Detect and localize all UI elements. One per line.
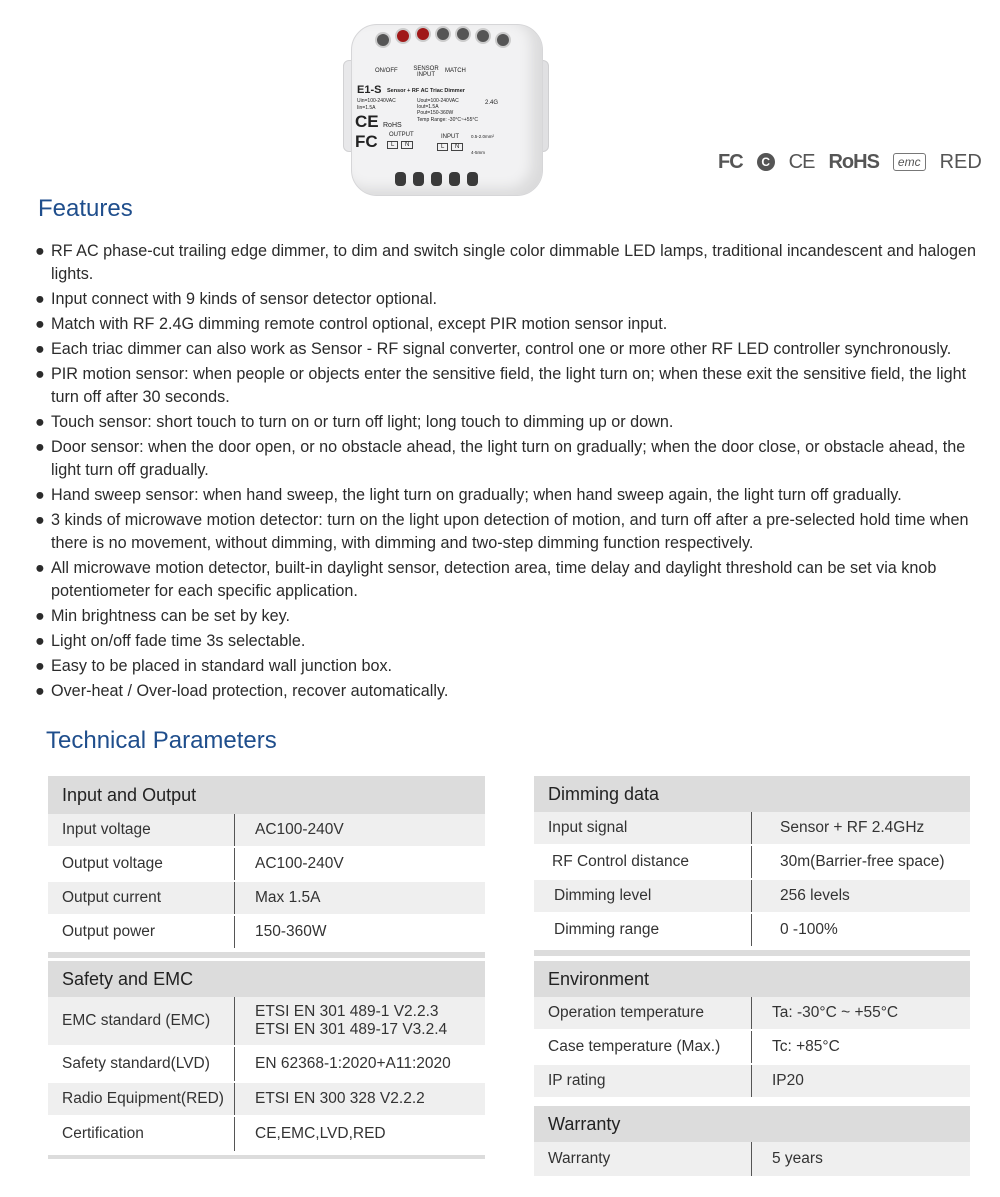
feature-item [35, 363, 995, 409]
features-heading: Features [38, 195, 133, 222]
label-sensor-input: SENSOR INPUT [413, 66, 439, 78]
fc-logo: FC [718, 150, 743, 173]
bullet-icon: ● [35, 290, 45, 308]
table-header: Safety and EMC [48, 961, 485, 997]
wire-spec: 0.5-2.0mm² [471, 134, 495, 139]
terminal-screw [413, 172, 424, 186]
spec-pout: Pout=150-360W [417, 110, 454, 116]
spec-uout: Uout=100-240VAC [417, 98, 459, 104]
feature-item [35, 288, 995, 311]
table-header: Environment [534, 961, 970, 997]
emc-logo: emc [893, 153, 926, 171]
certification-marks [718, 150, 982, 174]
bullet-icon: ● [35, 607, 45, 625]
feature-text: Touch sensor: short touch to turn on or turn off light; long touch to dimming up or down. [51, 413, 674, 431]
param-value-line: ETSI EN 301 489-17 V3.2.4 [255, 1021, 448, 1038]
table-row [534, 1142, 970, 1178]
feature-item [35, 484, 995, 507]
param-value: 0 -100% [780, 921, 838, 938]
divider [48, 1153, 485, 1159]
param-value: Sensor + RF 2.4GHz [780, 819, 925, 836]
param-value: Ta: -30°C ~ +55°C [772, 1004, 899, 1021]
param-value-line: ETSI EN 301 489-1 V2.2.3 [255, 1003, 439, 1020]
param-name: Radio Equipment(RED) [48, 1083, 235, 1115]
terminal-screw [449, 172, 460, 186]
terminal-screw [467, 172, 478, 186]
table-row [534, 1031, 970, 1065]
feature-text: Match with RF 2.4G dimming remote control optional, except PIR motion sensor input. [51, 315, 668, 333]
ce-logo: CE [788, 150, 815, 173]
param-value [235, 1003, 447, 1039]
bullet-icon: ● [35, 559, 45, 577]
param-name: Output current [48, 882, 235, 914]
param-value: AC100-240V [255, 821, 344, 838]
param-name: Warranty [534, 1142, 752, 1176]
spec-iin: Iin=1.5A [357, 105, 376, 111]
feature-item [35, 313, 995, 336]
bullet-icon: ● [35, 365, 45, 383]
table-row [534, 1065, 970, 1099]
terminal-l: L [387, 141, 398, 149]
bullet-icon: ● [35, 486, 45, 504]
rohs-mark: RoHS [383, 122, 402, 129]
bullet-icon: ● [35, 413, 45, 431]
param-name: Operation temperature [534, 997, 752, 1029]
feature-item [35, 680, 995, 703]
table-row [48, 882, 485, 916]
table-row [534, 914, 970, 948]
feature-text: Each triac dimmer can also work as Sensor - RF signal converter, control one or more other RF LED controller synchronously. [51, 340, 952, 358]
feature-item [35, 240, 995, 286]
feature-item [35, 605, 995, 628]
divider [534, 948, 970, 956]
param-name: Dimming range [534, 914, 752, 946]
terminal-screw [475, 28, 491, 44]
feature-text: Min brightness can be set by key. [51, 607, 291, 625]
terminal-n: N [451, 143, 463, 151]
table-row [48, 1117, 485, 1153]
param-value: 5 years [772, 1150, 823, 1167]
terminal-screw [375, 32, 391, 48]
terminal-screw [431, 172, 442, 186]
param-value: CE,EMC,LVD,RED [255, 1125, 386, 1142]
label-output: OUTPUT [389, 132, 414, 138]
param-name: Output voltage [48, 848, 235, 880]
param-value: Tc: +85°C [772, 1038, 840, 1055]
feature-item [35, 509, 995, 555]
dimming-data-table [534, 776, 970, 956]
table-row [534, 880, 970, 914]
table-row [48, 997, 485, 1047]
bullet-icon: ● [35, 438, 45, 456]
label-input: INPUT [441, 134, 459, 140]
feature-item [35, 338, 995, 361]
param-name: IP rating [534, 1065, 752, 1097]
ce-mark: CE [355, 112, 379, 131]
param-value: AC100-240V [255, 855, 344, 872]
feature-item [35, 655, 995, 678]
label-match: MATCH [445, 68, 466, 74]
param-name: RF Control distance [534, 846, 752, 878]
table-row [48, 814, 485, 848]
terminal-screw [435, 26, 451, 42]
spec-uin: Uin=100-240VAC [357, 98, 396, 104]
param-name: Input signal [534, 812, 752, 844]
feature-item [35, 411, 995, 434]
feature-text: All microwave motion detector, built-in daylight sensor, detection area, time delay and daylight threshold can be set via knob potentiometer for each specific application. [51, 559, 937, 600]
param-name: Certification [48, 1117, 235, 1151]
rf-label: 2.4G [485, 100, 499, 106]
feature-item [35, 630, 995, 653]
bullet-icon: ● [35, 315, 45, 333]
param-name: Input voltage [48, 814, 235, 846]
feature-text: Over-heat / Over-load protection, recover automatically. [51, 682, 449, 700]
features-list [35, 240, 995, 705]
terminal-l: L [437, 143, 448, 151]
table-header: Dimming data [534, 776, 970, 812]
table-row [534, 997, 970, 1031]
red-logo: RED [939, 150, 982, 173]
terminal-screw [395, 28, 411, 44]
table-row [534, 846, 970, 880]
feature-text: Hand sweep sensor: when hand sweep, the light turn on gradually; when hand sweep again, the light turn off gradually. [51, 486, 902, 504]
feature-item [35, 557, 995, 603]
param-name: Case temperature (Max.) [534, 1031, 752, 1063]
feature-text: PIR motion sensor: when people or objects enter the sensitive field, the light turn on; when these exit the sensitive field, the light turn off after 30 seconds. [51, 365, 967, 406]
feature-text: Door sensor: when the door open, or no obstacle ahead, the light turn on gradually; when the door close, or obstacle ahead, the light turn off gradually. [51, 438, 966, 479]
warranty-table [534, 1106, 970, 1178]
table-row [48, 1083, 485, 1117]
feature-text: 3 kinds of microwave motion detector: turn on the light upon detection of motion, and turn off after a pre-selected hold time when there is no movement, without dimming, with dimming and two-step dimming function respectively. [51, 511, 969, 552]
product-name: Sensor + RF AC Triac Dimmer [387, 88, 465, 94]
table-header: Warranty [534, 1106, 970, 1142]
bullet-icon: ● [35, 242, 45, 260]
terminal-n: N [401, 141, 413, 149]
bullet-icon: ● [35, 632, 45, 650]
param-value: 150-360W [255, 923, 327, 940]
feature-text: RF AC phase-cut trailing edge dimmer, to dim and switch single color dimmable LED lamps, traditional incandescent and halogen lights. [51, 242, 976, 283]
table-header: Input and Output [48, 776, 485, 814]
input-output-table [48, 776, 485, 958]
product-image [343, 10, 549, 200]
feature-text: Light on/off fade time 3s selectable. [51, 632, 306, 650]
divider [48, 950, 485, 958]
label-on-off: ON/OFF [375, 68, 398, 74]
param-name: Output power [48, 916, 235, 948]
param-value: 256 levels [780, 887, 850, 904]
param-value: ETSI EN 300 328 V2.2.2 [255, 1090, 425, 1107]
feature-text: Input connect with 9 kinds of sensor detector optional. [51, 290, 438, 308]
param-name: Safety standard(LVD) [48, 1047, 235, 1081]
bullet-icon: ● [35, 657, 45, 675]
model-number: E1-S [357, 84, 382, 96]
param-value: Max 1.5A [255, 889, 321, 906]
bullet-icon: ● [35, 340, 45, 358]
terminal-screw [495, 32, 511, 48]
terminal-screw [415, 26, 431, 42]
param-name: Dimming level [534, 880, 752, 912]
table-row [48, 848, 485, 882]
safety-emc-table [48, 961, 485, 1159]
terminal-screw [395, 172, 406, 186]
param-value: EN 62368-1:2020+A11:2020 [255, 1055, 451, 1072]
spec-temp: Temp Range: -30°C~+55°C [417, 117, 478, 123]
param-value: 30m(Barrier-free space) [780, 853, 945, 870]
table-row [534, 812, 970, 846]
spec-iout: Iout=1.5A [417, 104, 439, 110]
feature-item [35, 436, 995, 482]
strip-length: 4-5mm [471, 150, 486, 155]
environment-table [534, 961, 970, 1099]
feature-text: Easy to be placed in standard wall junction box. [51, 657, 393, 675]
param-name: EMC standard (EMC) [48, 997, 235, 1045]
table-row [48, 1047, 485, 1083]
terminal-screw [455, 26, 471, 42]
table-row [48, 916, 485, 950]
rohs-logo: RoHS [828, 150, 879, 173]
bullet-icon: ● [35, 511, 45, 529]
c-mark-logo: C [757, 153, 775, 171]
param-value: IP20 [772, 1072, 804, 1089]
technical-parameters-heading: Technical Parameters [46, 727, 277, 754]
fc-mark: FC [355, 132, 378, 151]
bullet-icon: ● [35, 682, 45, 700]
